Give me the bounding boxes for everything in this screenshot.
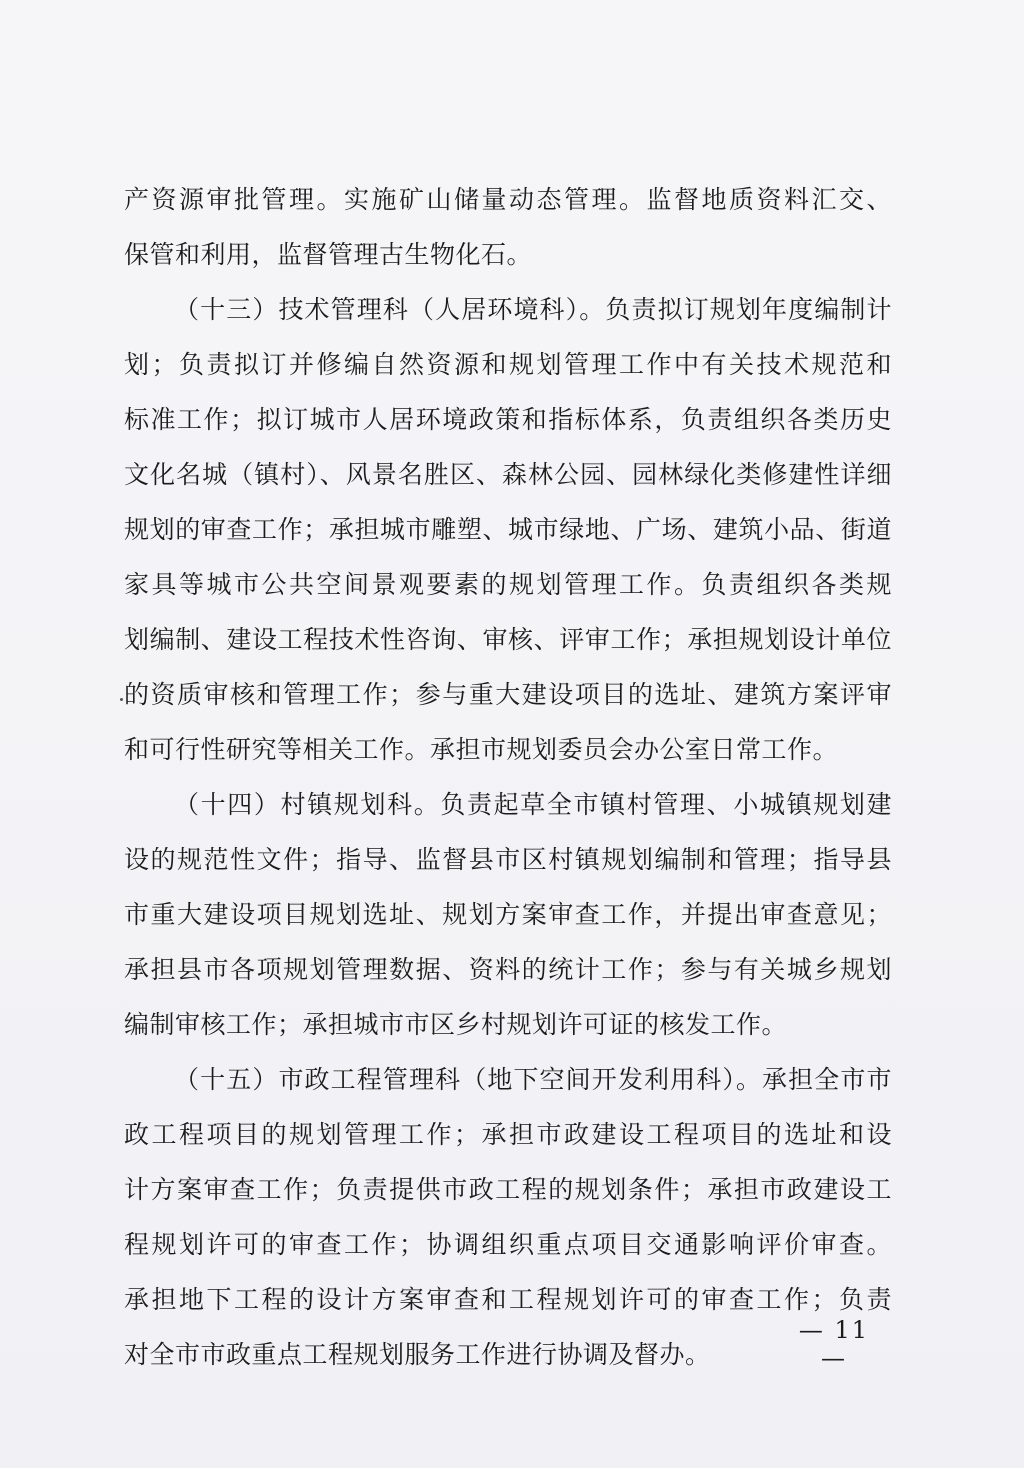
text-line: 划编制、建设工程技术性咨询、审核、评审工作；承担规划设计单位 xyxy=(124,625,892,654)
text-line: 文化名城（镇村）、风景名胜区、森林公园、园林绿化类修建性详细 xyxy=(124,460,892,489)
document-body xyxy=(124,172,892,1382)
text-line: 设的规范性文件；指导、监督县市区村镇规划编制和管理；指导县 xyxy=(124,845,892,874)
page-number: — 11 — xyxy=(798,1316,870,1372)
text-line: 程规划许可的审查工作；协调组织重点项目交通影响评价审查。 xyxy=(124,1230,892,1259)
text-line: 家具等城市公共空间景观要素的规划管理工作。负责组织各类规 xyxy=(124,570,892,599)
text-line: 规划的审查工作；承担城市雕塑、城市绿地、广场、建筑小品、街道 xyxy=(124,515,892,544)
text-line: 对全市市政重点工程规划服务工作进行协调及督办。 xyxy=(124,1340,711,1369)
text-line: 政工程项目的规划管理工作；承担市政建设工程项目的选址和设 xyxy=(124,1120,892,1149)
text-line: 承担地下工程的设计方案审查和工程规划许可的审查工作；负责 xyxy=(124,1285,892,1314)
text-line: 编制审核工作；承担城市市区乡村规划许可证的核发工作。 xyxy=(124,1010,788,1039)
text-line: 保管和利用，监督管理古生物化石。 xyxy=(124,240,533,269)
text-line: 的资质审核和管理工作；参与重大建设项目的选址、建筑方案评审 xyxy=(124,680,892,709)
text-line: 标准工作；拟订城市人居环境政策和指标体系，负责组织各类历史 xyxy=(124,405,892,434)
scan-speck xyxy=(120,698,123,701)
text-line: （十三）技术管理科（人居环境科）。负责拟订规划年度编制计 xyxy=(174,295,892,324)
text-line: 产资源审批管理。实施矿山储量动态管理。监督地质资料汇交、 xyxy=(124,185,892,214)
text-line: 和可行性研究等相关工作。承担市规划委员会办公室日常工作。 xyxy=(124,735,839,764)
text-line: 划；负责拟订并修编自然资源和规划管理工作中有关技术规范和 xyxy=(124,350,892,379)
text-line: 市重大建设项目规划选址、规划方案审查工作，并提出审查意见； xyxy=(124,900,892,929)
text-line: （十五）市政工程管理科（地下空间开发利用科）。承担全市市 xyxy=(174,1065,892,1094)
text-line: 计方案审查工作；负责提供市政工程的规划条件；承担市政建设工 xyxy=(124,1175,892,1204)
text-line: 承担县市各项规划管理数据、资料的统计工作；参与有关城乡规划 xyxy=(124,955,892,984)
text-line: （十四）村镇规划科。负责起草全市镇村管理、小城镇规划建 xyxy=(174,790,892,819)
